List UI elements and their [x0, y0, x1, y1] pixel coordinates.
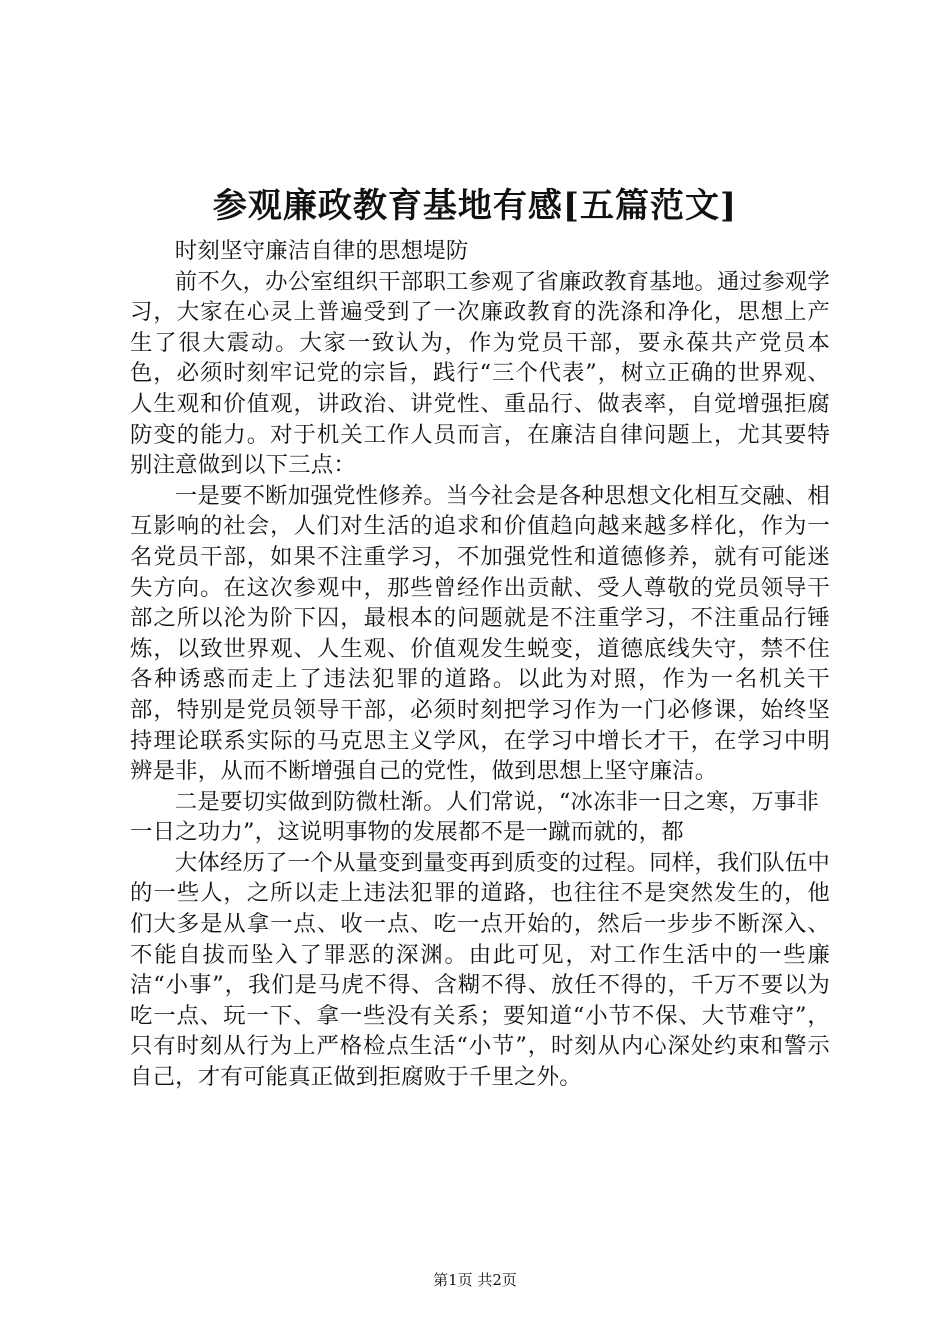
paragraph-point-one: 一是要不断加强党性修养。当今社会是各种思想文化相互交融、相互影响的社会，人们对生活的追求和价值趋向越来越多样化，作为一名党员干部，如果不注重学习，不加强党性和道德修养，就有可能迷失方向。在这次参观中，那些曾经作出贡献、受人尊敬的党员领导干部之所以沦为阶下囚，最根本的问题就是不注重学习，不注重品行锤炼，以致世界观、人生观、价值观发生蜕变，道德底线失守，禁不住各种诱惑而走上了违法犯罪的道路。以此为对照，作为一名机关干部，特别是党员领导干部，必须时刻把学习作为一门必修课，始终坚持理论联系实际的马克思主义学风，在学习中增长才干，在学习中明辨是非，从而不断增强自己的党性，做到思想上坚守廉洁。 [130, 482, 830, 785]
section-heading: 时刻坚守廉洁自律的思想堤防 [174, 238, 469, 264]
paragraph-continuation: 大体经历了一个从量变到量变再到质变的过程。同样，我们队伍中的一些人，之所以走上违法犯罪的道路，也往往不是突然发生的，他们大多是从拿一点、收一点、吃一点开始的，然后一步步不断深入、不能自拔而坠入了罪恶的深渊。由此可见，对工作生活中的一些廉洁“小事”，我们是马虎不得、含糊不得、放任不得的，千万不要以为吃一点、玩一下、拿一些没有关系；要知道“小节不保、大节难守”，只有时刻从行为上严格检点生活“小节”，时刻从内心深处约束和警示自己，才有可能真正做到拒腐败于千里之外。 [130, 849, 830, 1091]
page-number: 第1页 共2页 [433, 1271, 517, 1289]
paragraph-point-two: 二是要切实做到防微杜渐。人们常说，“冰冻非一日之寒，万事非一日之功力”，这说明事物的发展都不是一蹴而就的，都 [130, 788, 819, 846]
document-body [130, 236, 830, 1093]
paragraph-intro: 前不久，办公室组织干部职工参观了省廉政教育基地。通过参观学习，大家在心灵上普遍受到了一次廉政教育的洗涤和净化，思想上产生了很大震动。大家一致认为，作为党员干部，要永葆共产党员本色，必须时刻牢记党的宗旨，践行“三个代表”，树立正确的世界观、人生观和价值观，讲政治、讲党性、重品行、做表率，自觉增强拒腐防变的能力。对于机关工作人员而言，在廉洁自律问题上，尤其要特别注意做到以下三点： [130, 268, 830, 479]
document-title: 参观廉政教育基地有感[五篇范文] [212, 186, 738, 226]
